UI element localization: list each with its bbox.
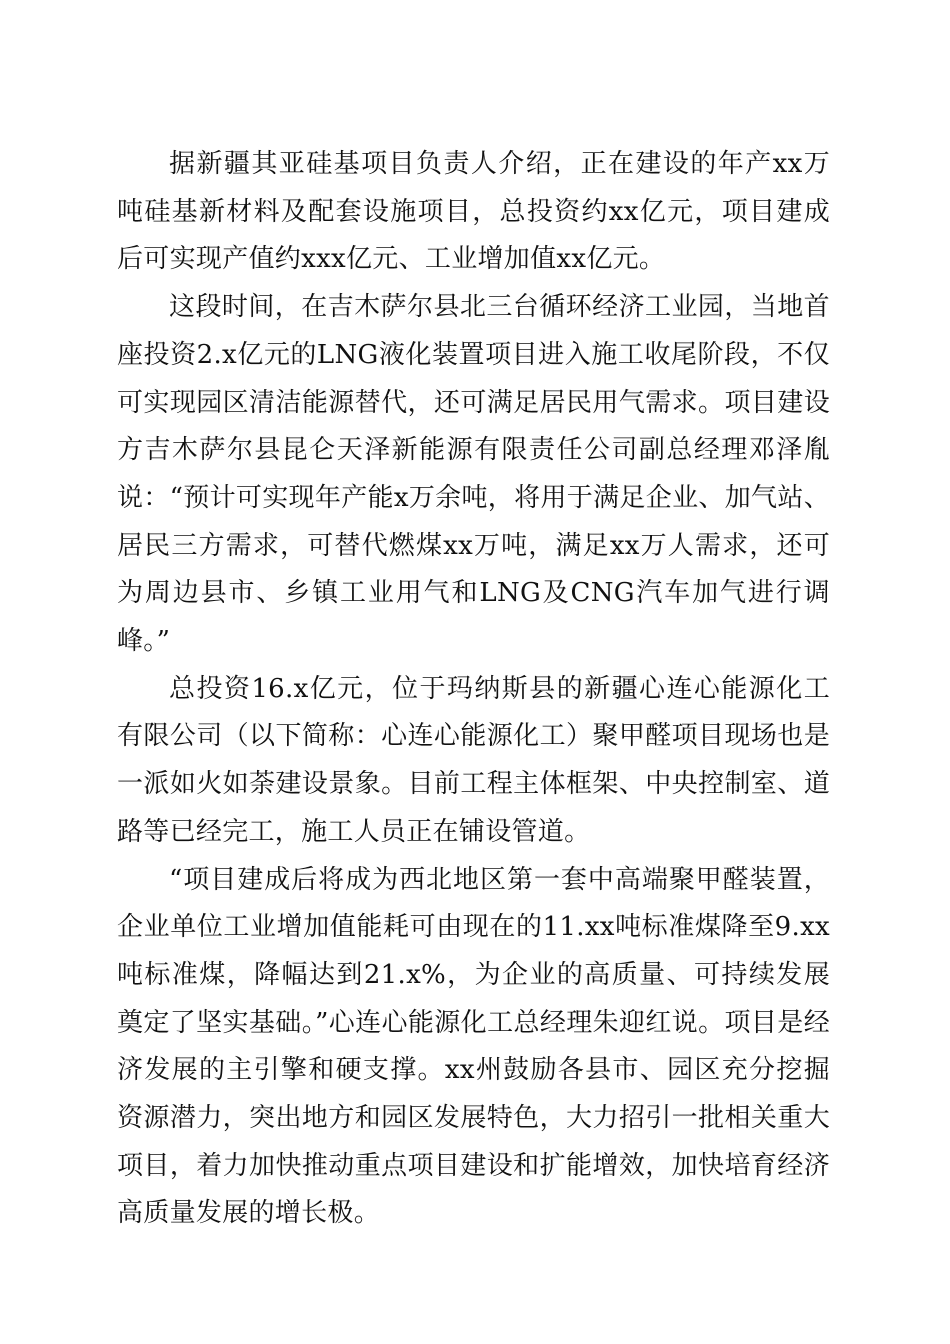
paragraph-1: 据新疆其亚硅基项目负责人介绍，正在建设的年产xx万吨硅基新材料及配套设施项目，总投资约xx亿元，项目建成后可实现产值约xxx亿元、工业增加值xx亿元。 <box>117 149 830 275</box>
paragraph-3: 总投资16.x亿元，位于玛纳斯县的新疆心连心能源化工有限公司（以下简称：心连心能源化工）聚甲醛项目现场也是一派如火如荼建设景象。目前工程主体框架、中央控制室、道路等已经完工，施工人员正在铺设管道。 <box>117 673 830 847</box>
paragraph-2: 这段时间，在吉木萨尔县北三台循环经济工业园，当地首座投资2.x亿元的LNG液化装置项目进入施工收尾阶段，不仅可实现园区清洁能源替代，还可满足居民用气需求。项目建设方吉木萨尔县昆仑天泽新能源有限责任公司副总经理邓泽胤说：“预计可实现年产能x万余吨，将用于满足企业、加气站、居民三方需求，可替代燃煤xx万吨，满足xx万人需求，还可为周边县市、乡镇工业用气和LNG及CNG汽车加气进行调峰。” <box>117 292 830 657</box>
paragraph-4: “项目建成后将成为西北地区第一套中高端聚甲醛装置，企业单位工业增加值能耗可由现在的11.xx吨标准煤降至9.xx吨标准煤，降幅达到21.x%，为企业的高质量、可持续发展奠定了坚实基础。”心连心能源化工总经理朱迎红说。项目是经济发展的主引擎和硬支撑。xx州鼓励各县市、园区充分挖掘资源潜力，突出地方和园区发展特色，大力招引一批相关重大项目，着力加快推动重点项目建设和扩能增效，加快培育经济高质量发展的增长极。 <box>117 864 830 1229</box>
document-body <box>117 141 830 1238</box>
